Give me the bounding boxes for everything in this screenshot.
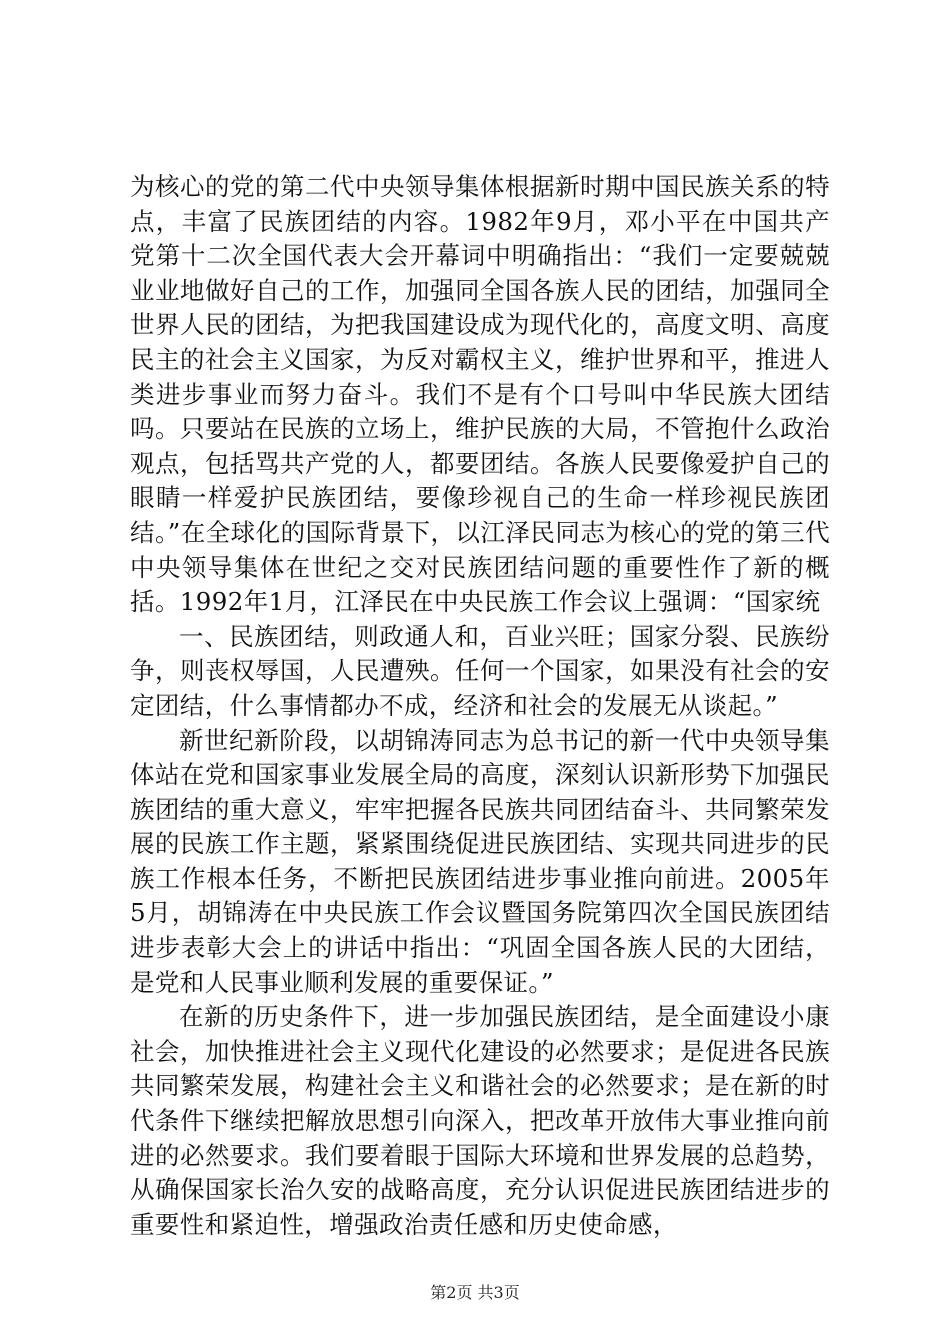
document-body [130, 170, 830, 1242]
page-number-footer: 第2页 共3页 [430, 1283, 520, 1302]
paragraph-2: 一、民族团结，则政通人和，百业兴旺；国家分裂、民族纷争，则丧权辱国，人民遭殃。任何一个国家，如果没有社会的安定团结，什么事情都办不成，经济和社会的发展无从谈起。” [130, 621, 830, 720]
paragraph-4: 在新的历史条件下，进一步加强民族团结，是全面建设小康社会，加快推进社会主义现代化建设的必然要求；是促进各民族共同繁荣发展，构建社会主义和谐社会的必然要求；是在新的时代条件下继续把解放思想引向深入，把改革开放伟大事业推向前进的必然要求。我们要着眼于国际大环境和世界发展的总趋势，从确保国家长治久安的战略高度，充分认识促进民族团结进步的重要性和紧迫性，增强政治责任感和历史使命感， [130, 1002, 830, 1239]
paragraph-3: 新世纪新阶段，以胡锦涛同志为总书记的新一代中央领导集体站在党和国家事业发展全局的高度，深刻认识新形势下加强民族团结的重大意义，牢牢把握各民族共同团结奋斗、共同繁荣发展的民族工作主题，紧紧围绕促进民族团结、实现共同进步的民族工作根本任务，不断把民族团结进步事业推向前进。2005年5月，胡锦涛在中央民族工作会议暨国务院第四次全国民族团结进步表彰大会上的讲话中指出：“巩固全国各族人民的大团结，是党和人民事业顺利发展的重要保证。” [130, 725, 830, 997]
paragraph-1: 为核心的党的第二代中央领导集体根据新时期中国民族关系的特点，丰富了民族团结的内容。1982年9月，邓小平在中国共产党第十二次全国代表大会开幕词中明确指出：“我们一定要兢兢业业地做好自己的工作，加强同全国各族人民的团结，加强同全世界人民的团结，为把我国建设成为现代化的，高度文明、高度民主的社会主义国家，为反对霸权主义，维护世界和平，推进人类进步事业而努力奋斗。我们不是有个口号叫中华民族大团结吗。只要站在民族的立场上，维护民族的大局，不管抱什么政治观点，包括骂共产党的人，都要团结。各族人民要像爱护自己的眼睛一样爱护民族团结，要像珍视自己的生命一样珍视民族团结。”在全球化的国际背景下，以江泽民同志为核心的党的第三代中央领导集体在世纪之交对民族团结问题的重要性作了新的概括。1992年1月，江泽民在中央民族工作会议上强调：“国家统 [130, 172, 830, 617]
